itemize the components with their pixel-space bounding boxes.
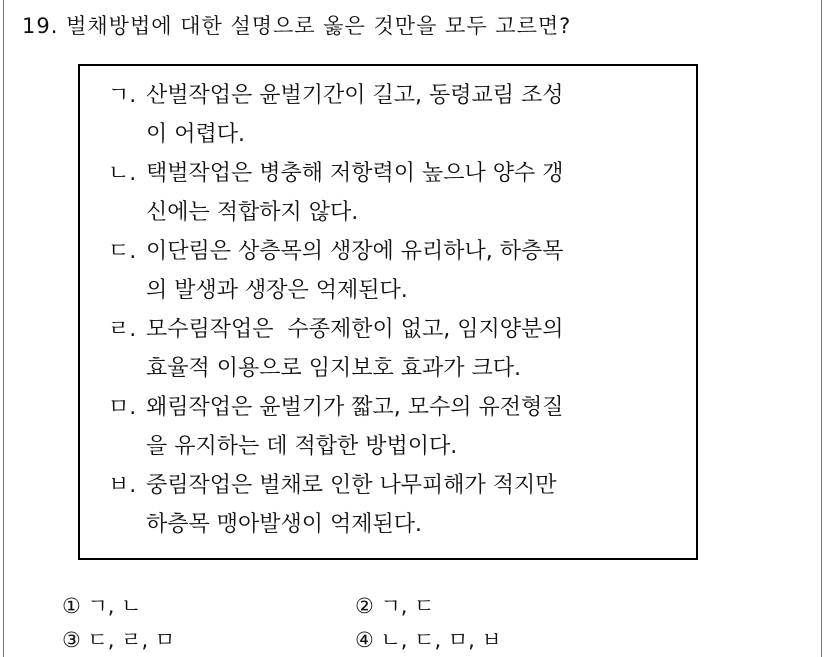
statement-item — [108, 76, 688, 154]
item-line: 중림작업은 벌채로 인한 나무피해가 적지만 — [146, 473, 557, 498]
page-border-right — [821, 0, 822, 657]
statement-item — [108, 154, 688, 232]
item-line: 이 어렵다. — [146, 122, 245, 147]
item-mark: ㄱ. — [108, 83, 137, 108]
statement-item — [108, 388, 688, 466]
question-number: 19. — [22, 14, 59, 38]
statement-item — [108, 232, 688, 310]
answer-option-3[interactable] — [62, 624, 175, 654]
option-number: ① — [62, 594, 81, 618]
answer-option-4[interactable] — [355, 624, 502, 654]
item-mark: ㄴ. — [108, 161, 137, 186]
item-mark: ㅂ. — [108, 473, 137, 498]
item-line: 효율적 이용으로 임지보호 효과가 크다. — [146, 356, 521, 381]
item-line: 신에는 적합하지 않다. — [146, 200, 359, 225]
option-text: ㄷ, ㄹ, ㅁ — [87, 628, 176, 652]
option-text: ㄴ, ㄷ, ㅁ, ㅂ — [380, 628, 502, 652]
item-mark: ㄷ. — [108, 239, 137, 264]
option-number: ③ — [62, 628, 81, 652]
statement-box — [78, 64, 698, 560]
question-title — [22, 10, 571, 40]
item-line: 모수림작업은 수종제한이 없고, 임지양분의 — [146, 317, 564, 342]
item-line: 이단림은 상층목의 생장에 유리하나, 하층목 — [146, 239, 564, 264]
item-line: 왜림작업은 윤벌기가 짧고, 모수의 유전형질 — [146, 395, 564, 420]
statement-item — [108, 310, 688, 388]
answer-option-1[interactable] — [62, 590, 141, 620]
item-line: 산벌작업은 윤벌기간이 길고, 동령교림 조성 — [146, 83, 564, 108]
answer-option-2[interactable] — [355, 590, 434, 620]
option-text: ㄱ, ㄷ — [380, 594, 435, 618]
item-line: 을 유지하는 데 적합한 방법이다. — [146, 434, 458, 459]
page-border-left — [3, 0, 4, 657]
option-number: ② — [355, 594, 374, 618]
option-text: ㄱ, ㄴ — [87, 594, 142, 618]
item-mark: ㄹ. — [108, 317, 137, 342]
question-text: 벌채방법에 대한 설명으로 옳은 것만을 모두 고르면? — [66, 14, 572, 38]
statement-item — [108, 466, 688, 544]
item-line: 택벌작업은 병충해 저항력이 높으나 양수 갱 — [146, 161, 564, 186]
item-line: 의 발생과 생장은 억제된다. — [146, 278, 408, 303]
item-line: 하층목 맹아발생이 억제된다. — [146, 512, 423, 537]
item-mark: ㅁ. — [108, 395, 137, 420]
option-number: ④ — [355, 628, 374, 652]
